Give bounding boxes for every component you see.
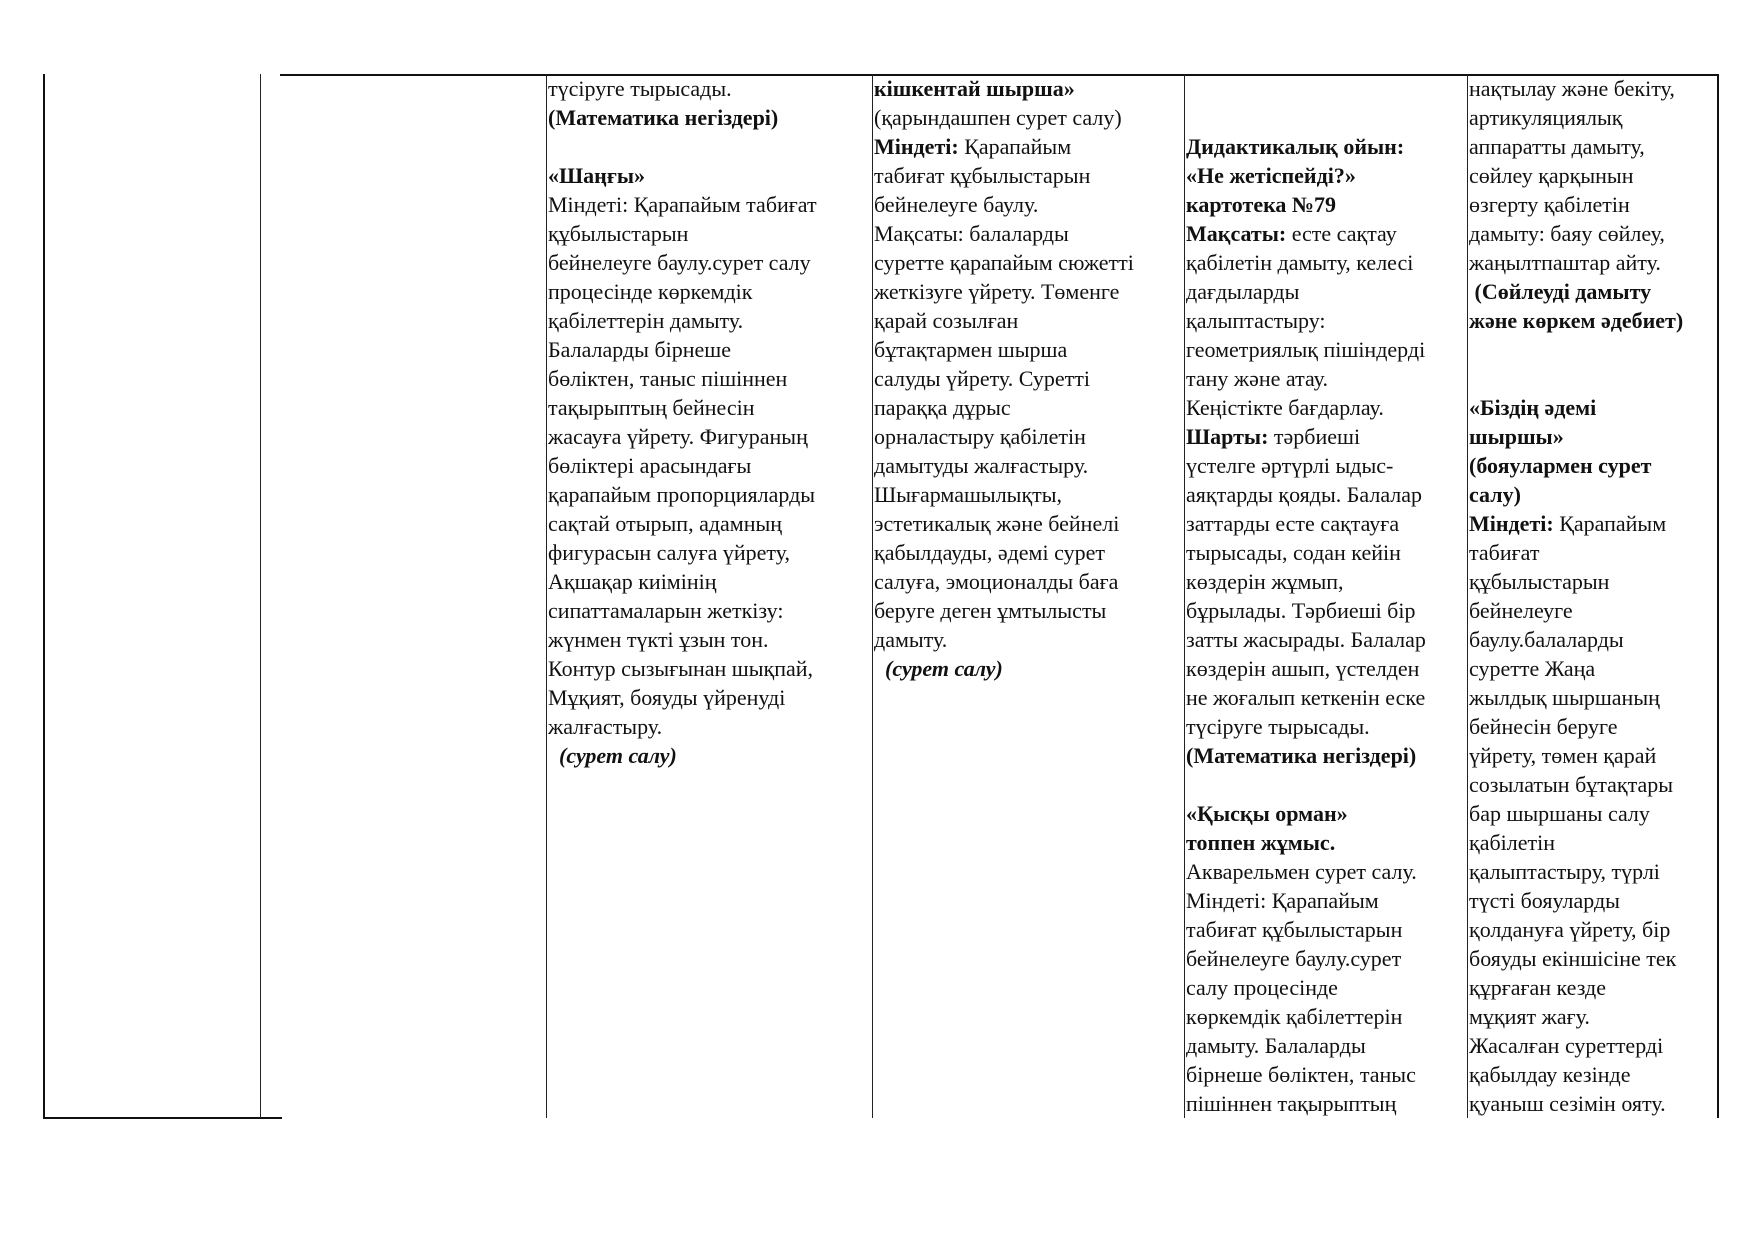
text-line: артикуляциялық xyxy=(1469,105,1623,130)
text-line: қарапайым пропорцияларды xyxy=(548,482,816,507)
text-line: мұқият жағу. xyxy=(1469,1004,1590,1029)
text-line: бейнелеуге баулу. xyxy=(874,192,1039,217)
activity-subtitle: (бояулармен сурет xyxy=(1469,453,1652,478)
text-line: құрғаған кезде xyxy=(1469,975,1606,1000)
text-line: тану және атау. xyxy=(1186,366,1328,391)
text-line: үстелге әртүрлі ыдыс- xyxy=(1186,453,1394,478)
text-line: сақтай отырып, адамның xyxy=(548,511,783,536)
text-line: Контур сызығынан шықпай, xyxy=(548,656,814,681)
text-line: жүнмен түкті ұзын тон. xyxy=(548,627,769,652)
text-line: сипаттамаларын жеткізу: xyxy=(548,598,784,623)
column-divider-2 xyxy=(546,74,547,1118)
table-right-border xyxy=(1717,74,1719,1118)
text-line: Балаларды бірнеше xyxy=(548,337,732,362)
text-line: суретте қарапайым сюжетті xyxy=(874,250,1134,275)
table-cell-col4 xyxy=(874,74,1182,683)
text-line: геометриялық пішіндерді xyxy=(1186,337,1426,362)
text-line: Ақшақар киімінің xyxy=(548,569,717,594)
text-line: өзгерту қабілетін xyxy=(1469,192,1630,217)
activity-title: Дидактикалық ойын: xyxy=(1186,134,1405,159)
text-line: қабылдау кезінде xyxy=(1469,1062,1631,1087)
text-line: Акварельмен сурет салу. xyxy=(1186,859,1417,884)
task-label: Міндеті: xyxy=(1469,511,1554,536)
text-line: салу процесінде xyxy=(1186,975,1338,1000)
task-label: Міндеті: xyxy=(874,134,959,159)
text-line: қабілетін xyxy=(1469,830,1556,855)
text-line: жылдық шыршаның xyxy=(1469,685,1660,710)
text-line: түсіруге тырысады. xyxy=(1186,714,1370,739)
text-line: Шығармашылықты, xyxy=(874,482,1063,507)
spacer xyxy=(1186,103,1465,132)
text-line: аяқтарды қояды. Балалар xyxy=(1186,482,1423,507)
text-line: құбылыстарын xyxy=(548,221,689,246)
text-line xyxy=(1186,219,1465,248)
text-line: қалыптастыру, түрлі xyxy=(1469,859,1660,884)
text-line: жаңылтпаштар айту. xyxy=(1469,250,1661,275)
activity-title: «Шаңғы» xyxy=(548,163,646,188)
text-line: Кеңістікте бағдарлау. xyxy=(1186,395,1384,420)
text-line: не жоғалып кеткенін еске xyxy=(1186,685,1426,710)
text-line: фигурасын салуға үйрету, xyxy=(548,540,791,565)
text-line: суретте Жаңа xyxy=(1469,656,1596,681)
text-line: салуға, эмоционалды баға xyxy=(874,569,1119,594)
text-line: жасауға үйрету. Фигураның xyxy=(548,424,808,449)
text-line: түсті бояуларды xyxy=(1469,888,1620,913)
text-line: параққа дұрыс xyxy=(874,395,1011,420)
activity-title: «Біздің әдемі xyxy=(1469,395,1597,420)
subject-label: (сурет салу) xyxy=(874,656,1003,681)
spacer xyxy=(1186,770,1465,799)
text-line: бейнелеуге баулу.сурет салу xyxy=(548,250,811,275)
text-line: қабілетін дамыту, келесі xyxy=(1186,250,1414,275)
text-line xyxy=(874,132,1182,161)
text-line: Мақсаты: балаларды xyxy=(874,221,1069,246)
text-line: табиғат xyxy=(1469,540,1540,565)
text-line: қабылдауды, әдемі сурет xyxy=(874,540,1105,565)
text-line: Қарапайым xyxy=(958,134,1072,159)
table-cell-col3 xyxy=(548,74,870,770)
text-line: үйрету, төмен қарай xyxy=(1469,743,1657,768)
text-line: бейнесін беруге xyxy=(1469,714,1618,739)
column-divider-1 xyxy=(260,74,261,1118)
text-line: затты жасырады. Балалар xyxy=(1186,627,1426,652)
spacer xyxy=(1469,364,1715,393)
goal-label: Мақсаты: xyxy=(1186,221,1287,246)
text-line: бейнелеуге xyxy=(1469,598,1573,623)
subject-label: (Математика негіздері) xyxy=(1186,743,1417,768)
text-line: Міндеті: Қарапайым xyxy=(1186,888,1379,913)
column-divider-3 xyxy=(872,74,873,1118)
text-line: пішіннен тақырыптың xyxy=(1186,1091,1397,1116)
text-line: түсіруге тырысады. xyxy=(548,76,732,101)
text-line: тақырыптың бейнесін xyxy=(548,395,755,420)
text-line: қабілеттерін дамыту. xyxy=(548,308,744,333)
text-line: Қарапайым xyxy=(1553,511,1667,536)
text-line: есте сақтау xyxy=(1286,221,1397,246)
text-line: табиғат құбылыстарын xyxy=(874,163,1091,188)
text-line: аппаратты дамыту, xyxy=(1469,134,1645,159)
text-line: бейнелеуге баулу.сурет xyxy=(1186,946,1402,971)
column-divider-4 xyxy=(1184,74,1185,1118)
text-line: салуды үйрету. Суретті xyxy=(874,366,1090,391)
subject-label: (Сөйлеуді дамыту xyxy=(1469,279,1652,304)
subject-label: (Математика негіздері) xyxy=(548,105,779,130)
text-line: жеткізуге үйрету. Төменге xyxy=(874,279,1120,304)
text-line: құбылыстарын xyxy=(1469,569,1610,594)
text-line: дамытуды жалғастыру. xyxy=(874,453,1089,478)
text-line: көздерін жұмып, xyxy=(1186,569,1344,594)
column-divider-5 xyxy=(1467,74,1468,1118)
text-line: дамыту. Балаларды xyxy=(1186,1033,1366,1058)
text-line: орналастыру қабілетін xyxy=(874,424,1086,449)
text-line: қуаныш сезімін ояту. xyxy=(1469,1091,1666,1116)
text-line: бірнеше бөліктен, таныс xyxy=(1186,1062,1416,1087)
text-line: Жасалған суреттерді xyxy=(1469,1033,1664,1058)
text-line: тәрбиеші xyxy=(1268,424,1361,449)
text-line: заттарды есте сақтауға xyxy=(1186,511,1400,536)
table-cell-col6 xyxy=(1469,74,1715,1118)
activity-subtitle: топпен жұмыс. xyxy=(1186,830,1336,855)
text-line: көркемдік қабілеттерін xyxy=(1186,1004,1403,1029)
game-title: «Не жетіспейді?» xyxy=(1186,163,1356,188)
text-line: дамыту: баяу сөйлеу, xyxy=(1469,221,1665,246)
text-line: бояуды екіншісіне тек xyxy=(1469,946,1677,971)
table-bottom-border xyxy=(43,1117,282,1119)
text-line: баулу.балаларды xyxy=(1469,627,1624,652)
text-line: нақтылау және бекіту, xyxy=(1469,76,1675,101)
text-line: бұтақтармен шырша xyxy=(874,337,1068,362)
text-line: бөліктен, таныс пішіннен xyxy=(548,366,788,391)
text-line: созылатын бұтақтары xyxy=(1469,772,1674,797)
text-line: бөліктері арасындағы xyxy=(548,453,752,478)
spacer xyxy=(1469,335,1715,364)
text-line: қолдануға үйрету, бір xyxy=(1469,917,1671,942)
table-cell-col5 xyxy=(1186,74,1465,1118)
activity-title: «Қысқы орман» xyxy=(1186,801,1348,826)
text-line: тырысады, содан кейін xyxy=(1186,540,1401,565)
text-line: дағдыларды xyxy=(1186,279,1300,304)
text-line: Міндеті: Қарапайым табиғат xyxy=(548,192,817,217)
card-number: картотека №79 xyxy=(1186,192,1337,217)
text-line: беруге деген ұмтылысты xyxy=(874,598,1107,623)
text-line xyxy=(1469,509,1715,538)
text-line: процесінде көркемдік xyxy=(548,279,753,304)
text-line: көздерін ашып, үстелден xyxy=(1186,656,1420,681)
subject-label: (сурет салу) xyxy=(548,743,677,768)
text-line: сөйлеу қарқынын xyxy=(1469,163,1634,188)
text-line: эстетикалық және бейнелі xyxy=(874,511,1120,536)
text-line: жалғастыру. xyxy=(548,714,663,739)
activity-title: шыршы» xyxy=(1469,424,1564,449)
text-line: бұрылады. Тәрбиеші бір xyxy=(1186,598,1416,623)
text-line: табиғат құбылыстарын xyxy=(1186,917,1403,942)
text-line xyxy=(1186,422,1465,451)
activity-subtitle: салу) xyxy=(1469,482,1521,507)
condition-label: Шарты: xyxy=(1186,424,1269,449)
text-line: дамыту. xyxy=(874,627,948,652)
text-line: (қарындашпен сурет салу) xyxy=(874,105,1122,130)
spacer xyxy=(548,132,870,161)
text-line: қарай созылған xyxy=(874,308,1019,333)
text-line: қалыптастыру: xyxy=(1186,308,1326,333)
activity-title: кішкентай шырша» xyxy=(874,76,1075,101)
subject-label: және көркем әдебиет) xyxy=(1469,308,1684,333)
table-left-border xyxy=(43,74,45,1118)
text-line: Мұқият, бояуды үйренуді xyxy=(548,685,786,710)
text-line: бар шыршаны салу xyxy=(1469,801,1650,826)
spacer xyxy=(1186,74,1465,103)
